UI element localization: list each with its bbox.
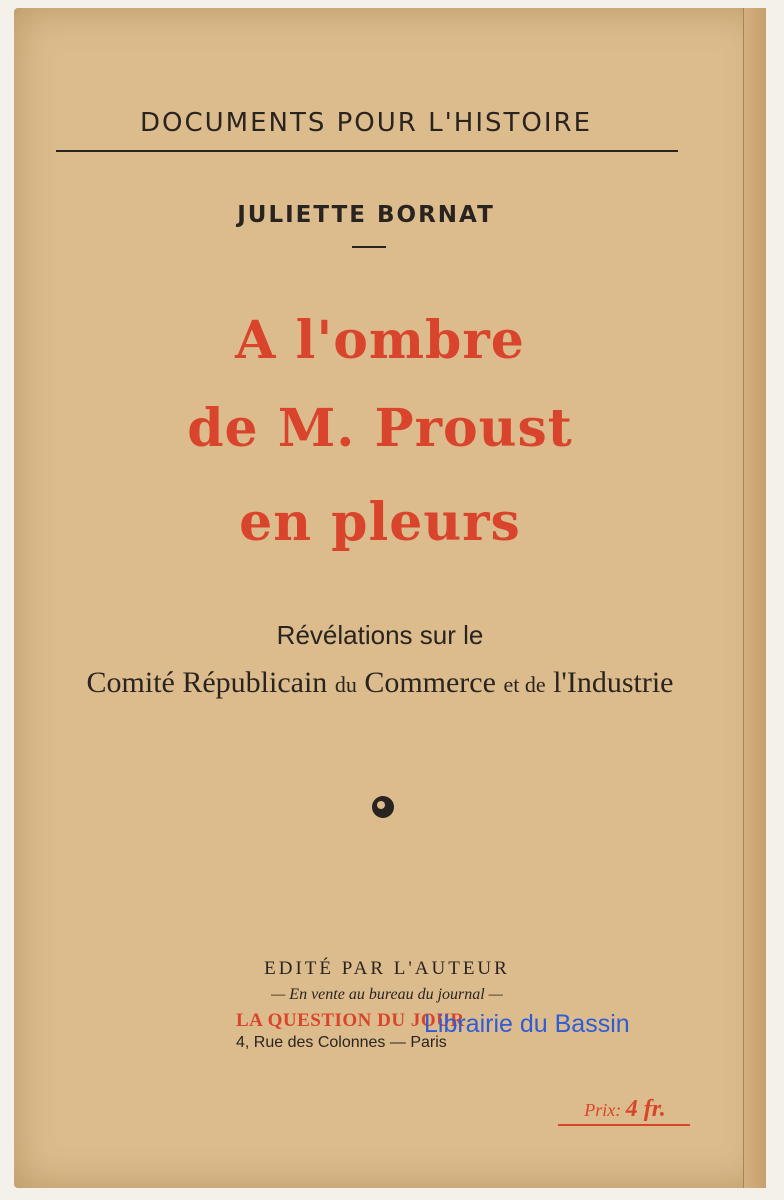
title-line-1: A l'ombre (235, 310, 525, 371)
publisher-address: 4, Rue des Colonnes — Paris (236, 1034, 447, 1051)
series-title: DOCUMENTS POUR L'HISTOIRE (140, 108, 592, 138)
price-label (560, 1096, 690, 1123)
committee-part-4: et de (503, 672, 546, 697)
ornament-circle-icon (372, 796, 394, 818)
author-name: JULIETTE BORNAT (237, 202, 495, 228)
title-line-2: de M. Proust (187, 398, 573, 459)
committee-part-2: du (334, 672, 357, 697)
watermark-text: Librairie du Bassin (424, 1010, 630, 1038)
committee-part-5: l'Industrie (553, 666, 674, 699)
author-divider (352, 246, 386, 248)
series-divider (56, 150, 678, 152)
journal-name: LA QUESTION DU JOUR (236, 1010, 465, 1031)
committee-name (20, 666, 740, 700)
committee-part-3: Commerce (364, 666, 496, 699)
committee-part-1: Comité Républicain (86, 666, 328, 699)
price-underline (558, 1124, 690, 1126)
title-line-3: en pleurs (239, 492, 521, 553)
publisher-line: EDITÉ PAR L'AUTEUR (264, 958, 510, 979)
price-prefix: Prix: (584, 1100, 622, 1120)
cover-edge (743, 8, 766, 1188)
subtitle: Révélations sur le (276, 620, 484, 650)
price-amount: 4 fr. (625, 1096, 666, 1122)
sale-note: — En vente au bureau du journal — (271, 986, 503, 1003)
